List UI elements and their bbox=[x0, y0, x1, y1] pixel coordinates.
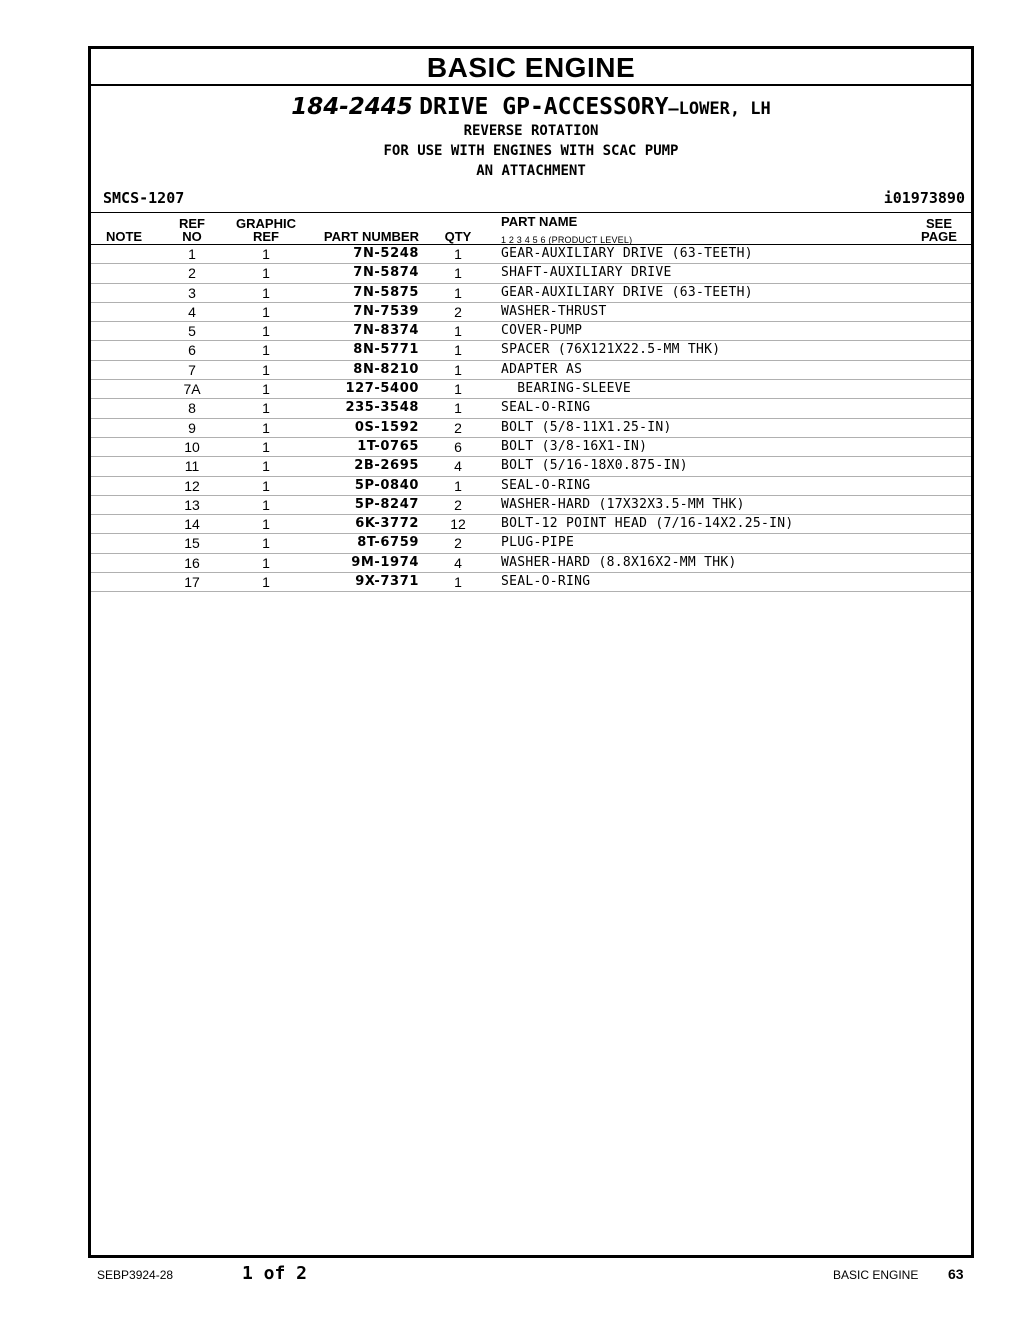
section-title: BASIC ENGINE bbox=[91, 49, 971, 86]
graphic-ref-cell: 1 bbox=[262, 323, 270, 340]
graphic-ref-cell: 1 bbox=[262, 458, 270, 475]
qty-cell: 4 bbox=[454, 458, 462, 475]
ref-no-cell: 14 bbox=[184, 516, 200, 533]
table-row bbox=[91, 534, 971, 553]
table-row bbox=[91, 284, 971, 303]
see-page-header-top: SEE bbox=[925, 216, 952, 231]
graphic-ref-cell: 1 bbox=[262, 361, 270, 378]
graphic-ref-cell: 1 bbox=[262, 284, 270, 301]
part-name-cell: BOLT-12 POINT HEAD (7/16-14X2.25-IN) bbox=[501, 516, 794, 532]
table-row bbox=[91, 419, 971, 438]
smcs-code: SMCS-1207 bbox=[103, 189, 185, 207]
graphic-ref-header-top: GRAPHIC bbox=[236, 216, 296, 231]
part-number-cell: 7N-5248 bbox=[353, 246, 419, 261]
qty-cell: 2 bbox=[454, 535, 462, 552]
part-name-cell: WASHER-HARD (8.8X16X2-MM THK) bbox=[501, 554, 737, 570]
ref-no-cell: 11 bbox=[184, 458, 200, 475]
ref-no-cell: 16 bbox=[184, 554, 200, 571]
part-name-cell: SHAFT-AUXILIARY DRIVE bbox=[501, 265, 672, 281]
ref-no-cell: 8 bbox=[188, 400, 196, 417]
graphic-ref-cell: 1 bbox=[262, 400, 270, 417]
graphic-ref-cell: 1 bbox=[262, 381, 270, 398]
see-page-header-bottom: PAGE bbox=[921, 229, 957, 244]
part-number-cell: 5P-8247 bbox=[354, 496, 419, 512]
ref-no-cell: 7 bbox=[188, 361, 196, 378]
assembly-note-1: REVERSE ROTATION bbox=[463, 123, 599, 139]
qty-cell: 1 bbox=[454, 246, 462, 262]
illustration-ref: i01973890 bbox=[883, 189, 965, 207]
footer-page-of: 1 of 2 bbox=[242, 1263, 308, 1284]
ref-no-cell: 3 bbox=[188, 284, 196, 301]
ref-no-cell: 15 bbox=[184, 535, 200, 552]
assembly-suffix: —LOWER, LH bbox=[668, 99, 771, 119]
part-number-cell: 235-3548 bbox=[345, 400, 419, 416]
part-name-cell: COVER-PUMP bbox=[501, 323, 583, 339]
qty-cell: 6 bbox=[454, 438, 462, 455]
table-row bbox=[91, 477, 971, 496]
assembly-number: 184-2445 bbox=[291, 94, 413, 120]
graphic-ref-header-bottom: REF bbox=[253, 229, 279, 244]
graphic-ref-cell: 1 bbox=[262, 516, 270, 533]
graphic-ref-cell: 1 bbox=[262, 554, 270, 571]
part-name-cell: PLUG-PIPE bbox=[501, 535, 575, 551]
graphic-ref-cell: 1 bbox=[262, 477, 270, 494]
part-number-header: PART NUMBER bbox=[323, 229, 419, 244]
footer-section: BASIC ENGINE bbox=[833, 1268, 919, 1282]
qty-cell: 1 bbox=[454, 361, 462, 378]
part-name-cell: ADAPTER AS bbox=[501, 361, 583, 377]
assembly-note-2: FOR USE WITH ENGINES WITH SCAC PUMP bbox=[383, 143, 679, 159]
qty-cell: 12 bbox=[450, 516, 466, 533]
graphic-ref-cell: 1 bbox=[262, 535, 270, 552]
qty-cell: 1 bbox=[454, 265, 462, 282]
graphic-ref-cell: 1 bbox=[262, 419, 270, 436]
qty-cell: 2 bbox=[454, 303, 462, 320]
parts-table bbox=[91, 245, 971, 592]
graphic-ref-cell: 1 bbox=[262, 496, 270, 513]
ref-no-header-top: REF bbox=[179, 216, 205, 231]
part-number-cell: 7N-8374 bbox=[353, 323, 419, 339]
graphic-ref-cell: 1 bbox=[262, 438, 270, 455]
part-name-cell: BOLT (5/16-18X0.875-IN) bbox=[501, 458, 688, 474]
part-number-cell: 6K-3772 bbox=[355, 516, 419, 532]
part-name-cell: SEAL-O-RING bbox=[501, 477, 591, 493]
qty-cell: 1 bbox=[454, 574, 462, 591]
ref-no-cell: 13 bbox=[184, 496, 200, 513]
table-row bbox=[91, 361, 971, 380]
part-number-cell: 7N-5875 bbox=[353, 284, 419, 300]
ref-no-cell: 12 bbox=[184, 477, 200, 494]
part-number-cell: 9X-7371 bbox=[355, 574, 419, 590]
part-name-cell: GEAR-AUXILIARY DRIVE (63-TEETH) bbox=[501, 246, 753, 261]
table-row bbox=[91, 303, 971, 322]
header-top-rule bbox=[91, 212, 971, 213]
table-row bbox=[91, 438, 971, 457]
part-number-cell: 127-5400 bbox=[345, 381, 419, 397]
footer-doc-id: SEBP3924-28 bbox=[97, 1268, 174, 1282]
qty-header: QTY bbox=[444, 229, 472, 244]
ref-no-cell: 17 bbox=[184, 574, 200, 591]
qty-cell: 1 bbox=[454, 381, 462, 398]
table-row bbox=[91, 515, 971, 534]
table-row bbox=[91, 457, 971, 476]
part-number-cell: 7N-5874 bbox=[353, 265, 419, 281]
part-name-cell: BOLT (5/8-11X1.25-IN) bbox=[501, 419, 672, 435]
graphic-ref-cell: 1 bbox=[262, 303, 270, 320]
ref-no-cell: 9 bbox=[188, 419, 196, 436]
qty-cell: 2 bbox=[454, 419, 462, 436]
graphic-ref-cell: 1 bbox=[262, 574, 270, 591]
assembly-note-3: AN ATTACHMENT bbox=[476, 163, 586, 179]
part-name-cell: GEAR-AUXILIARY DRIVE (63-TEETH) bbox=[501, 284, 753, 300]
part-number-cell: 0S-1592 bbox=[354, 419, 419, 435]
part-number-cell: 8N-8210 bbox=[353, 361, 419, 377]
ref-no-cell: 1 bbox=[188, 246, 196, 262]
table-row bbox=[91, 341, 971, 360]
ref-no-cell: 7A bbox=[183, 381, 201, 398]
product-level-header: 1 2 3 4 5 6 (PRODUCT LEVEL) bbox=[501, 235, 633, 245]
qty-cell: 1 bbox=[454, 477, 462, 494]
table-row bbox=[91, 264, 971, 283]
qty-cell: 4 bbox=[454, 554, 462, 571]
qty-cell: 1 bbox=[454, 323, 462, 340]
graphic-ref-cell: 1 bbox=[262, 342, 270, 359]
qty-cell: 1 bbox=[454, 284, 462, 301]
table-row bbox=[91, 573, 971, 592]
graphic-ref-cell: 1 bbox=[262, 246, 270, 262]
part-name-cell: SEAL-O-RING bbox=[501, 574, 591, 590]
ref-no-cell: 6 bbox=[188, 342, 196, 359]
table-row bbox=[91, 399, 971, 418]
ref-no-header-bottom: NO bbox=[182, 229, 202, 244]
ref-no-cell: 4 bbox=[188, 303, 196, 320]
part-number-cell: 5P-0840 bbox=[354, 477, 419, 493]
part-number-cell: 2B-2695 bbox=[354, 458, 419, 474]
table-row bbox=[91, 245, 971, 264]
qty-cell: 2 bbox=[454, 496, 462, 513]
ref-no-cell: 10 bbox=[184, 438, 200, 455]
part-name-cell: WASHER-HARD (17X32X3.5-MM THK) bbox=[501, 496, 745, 512]
table-row bbox=[91, 496, 971, 515]
part-number-cell: 1T-0765 bbox=[357, 438, 419, 454]
footer-page-number: 63 bbox=[948, 1266, 964, 1282]
part-number-cell: 8T-6759 bbox=[357, 535, 419, 551]
ref-no-cell: 2 bbox=[188, 265, 196, 282]
parts-page-frame bbox=[88, 46, 974, 1258]
part-number-cell: 9M-1974 bbox=[351, 554, 419, 570]
assembly-title bbox=[91, 92, 971, 123]
part-name-cell: SEAL-O-RING bbox=[501, 400, 591, 416]
qty-cell: 1 bbox=[454, 342, 462, 359]
assembly-name: DRIVE GP-ACCESSORY bbox=[419, 94, 669, 120]
part-number-cell: 8N-5771 bbox=[353, 342, 419, 358]
ref-no-cell: 5 bbox=[188, 323, 196, 340]
note-header: NOTE bbox=[105, 229, 143, 244]
part-name-cell: BOLT (3/8-16X1-IN) bbox=[501, 438, 648, 454]
table-row bbox=[91, 322, 971, 341]
part-name-cell: BEARING-SLEEVE bbox=[501, 381, 632, 397]
part-name-header: PART NAME bbox=[501, 214, 578, 229]
table-row bbox=[91, 380, 971, 399]
part-name-cell: WASHER-THRUST bbox=[501, 303, 607, 319]
qty-cell: 1 bbox=[454, 400, 462, 417]
table-row bbox=[91, 554, 971, 573]
part-name-cell: SPACER (76X121X22.5-MM THK) bbox=[501, 342, 721, 358]
part-number-cell: 7N-7539 bbox=[353, 303, 419, 319]
graphic-ref-cell: 1 bbox=[262, 265, 270, 282]
